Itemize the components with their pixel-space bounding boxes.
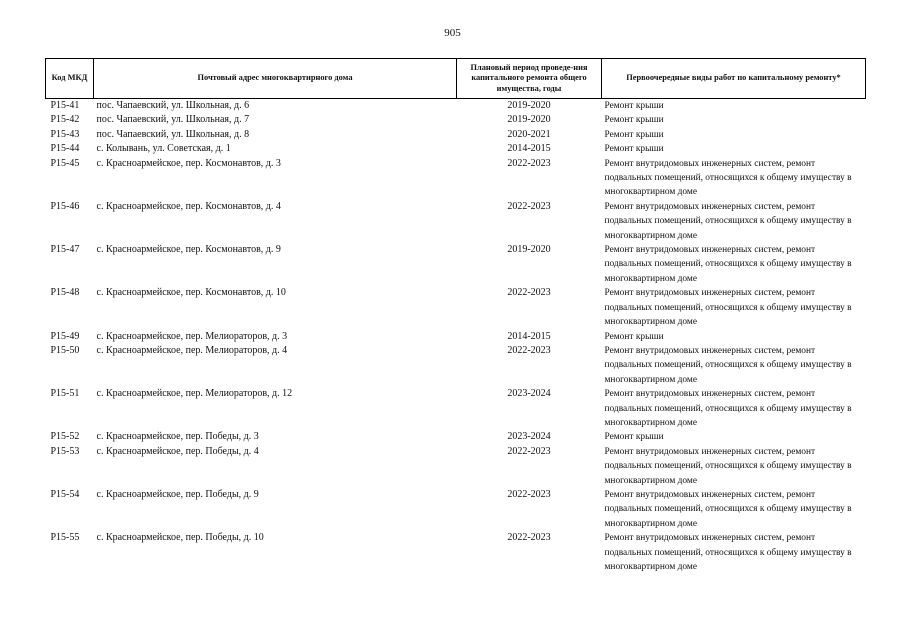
cell-works: Ремонт внутридомовых инженерных систем, ремонт подвальных помещений, относящихся к общему имуществу в многоквартирном доме [604, 389, 852, 428]
cell-period: 2014-2015 [507, 143, 551, 155]
cell-period: 2022-2023 [507, 488, 551, 500]
cell-works: Ремонт внутридомовых инженерных систем, ремонт подвальных помещений, относящихся к общему имуществу в многоквартирном доме [604, 345, 852, 385]
header-period: Плановый период проведе-ния капитального ремонта общего имущества, годы [457, 59, 602, 99]
cell-works: Ремонт крыши [604, 115, 664, 126]
table-row [46, 330, 866, 344]
cell-code: Р15-48 [50, 287, 80, 299]
cell-address: пос. Чапаевский, ул. Школьная, д. 7 [96, 114, 250, 126]
cell-period: 2023-2024 [507, 388, 551, 400]
header-row [46, 59, 866, 99]
cell-address: с. Красноармейское, пер. Космонавтов, д. 3 [96, 157, 281, 169]
cell-address: с. Красноармейское, пер. Победы, д. 9 [96, 488, 259, 500]
cell-code: Р15-51 [50, 388, 80, 400]
cell-works: Ремонт внутридомовых инженерных систем, ремонт подвальных помещений, относящихся к общему имуществу в многоквартирном доме [604, 245, 852, 284]
table-row [46, 243, 866, 286]
cell-code: Р15-41 [50, 100, 80, 111]
cell-code: Р15-42 [50, 114, 80, 126]
cell-address: с. Красноармейское, пер. Победы, д. 10 [96, 532, 264, 544]
cell-address: пос. Чапаевский, ул. Школьная, д. 8 [96, 128, 250, 140]
cell-code: Р15-49 [50, 330, 80, 342]
cell-code: Р15-45 [50, 157, 80, 169]
housing-register-table [45, 58, 865, 574]
cell-period: 2022-2023 [507, 445, 551, 457]
cell-period: 2020-2021 [507, 128, 551, 140]
cell-period: 2022-2023 [507, 200, 551, 212]
table-body [46, 99, 866, 575]
cell-code: Р15-54 [50, 488, 80, 500]
register-table [45, 58, 866, 574]
table-row [46, 286, 866, 329]
cell-period: 2023-2024 [507, 431, 551, 443]
table-row [46, 128, 866, 142]
cell-address: с. Красноармейское, пер. Победы, д. 4 [96, 445, 259, 457]
cell-code: Р15-46 [50, 200, 80, 212]
cell-address: с. Колывань, ул. Советская, д. 1 [96, 143, 231, 155]
table-row [46, 113, 866, 127]
cell-works: Ремонт крыши [604, 129, 664, 140]
header-address: Почтовый адрес многоквартирного дома [94, 59, 457, 99]
cell-address: с. Красноармейское, пер. Мелиораторов, д. 12 [96, 388, 293, 400]
cell-address: с. Красноармейское, пер. Космонавтов, д. 9 [96, 244, 281, 256]
cell-period: 2022-2023 [507, 344, 551, 356]
page-number: 905 [444, 27, 461, 39]
table-header [46, 59, 866, 99]
table-row [46, 200, 866, 243]
cell-works: Ремонт внутридомовых инженерных систем, ремонт подвальных помещений, относящихся к общему имуществу в многоквартирном доме [604, 533, 852, 572]
table-row [46, 142, 866, 156]
table-row [46, 531, 866, 574]
cell-works: Ремонт внутридомовых инженерных систем, ремонт подвальных помещений, относящихся к общему имуществу в многоквартирном доме [604, 446, 852, 486]
cell-works: Ремонт крыши [604, 331, 664, 342]
cell-address: с. Красноармейское, пер. Победы, д. 3 [96, 431, 259, 443]
cell-works: Ремонт внутридомовых инженерных систем, ремонт подвальных помещений, относящихся к общему имуществу в многоквартирном доме [604, 489, 852, 529]
table-row [46, 430, 866, 444]
cell-period: 2019-2020 [507, 244, 551, 256]
table-row [46, 99, 866, 114]
cell-period: 2022-2023 [507, 287, 551, 299]
cell-code: Р15-50 [50, 344, 80, 356]
cell-period: 2022-2023 [507, 532, 551, 544]
cell-code: Р15-47 [50, 244, 80, 256]
table-row [46, 488, 866, 531]
cell-period: 2014-2015 [507, 330, 551, 342]
cell-works: Ремонт крыши [604, 101, 664, 111]
cell-works: Ремонт крыши [604, 144, 664, 155]
cell-address: с. Красноармейское, пер. Космонавтов, д. 4 [96, 200, 281, 212]
cell-period: 2019-2020 [507, 100, 551, 111]
cell-code: Р15-52 [50, 431, 80, 443]
header-works: Первоочередные виды работ по капитальному ремонту* [602, 59, 866, 99]
cell-code: Р15-53 [50, 445, 80, 457]
cell-code: Р15-43 [50, 128, 80, 140]
table-row [46, 157, 866, 200]
cell-works: Ремонт внутридомовых инженерных систем, ремонт подвальных помещений, относящихся к общему имуществу в многоквартирном доме [604, 158, 852, 198]
cell-address: с. Красноармейское, пер. Космонавтов, д. 10 [96, 287, 286, 299]
table-row [46, 344, 866, 387]
table-row [46, 445, 866, 488]
cell-works: Ремонт крыши [604, 432, 664, 443]
header-code: Код МКД [46, 59, 94, 99]
cell-address: с. Красноармейское, пер. Мелиораторов, д. 3 [96, 330, 288, 342]
cell-address: с. Красноармейское, пер. Мелиораторов, д. 4 [96, 344, 288, 356]
cell-code: Р15-55 [50, 532, 80, 544]
cell-works: Ремонт внутридомовых инженерных систем, ремонт подвальных помещений, относящихся к общему имуществу в многоквартирном доме [604, 288, 852, 328]
table-row [46, 387, 866, 430]
cell-code: Р15-44 [50, 143, 80, 155]
cell-address: пос. Чапаевский, ул. Школьная, д. 6 [96, 100, 250, 111]
cell-period: 2019-2020 [507, 114, 551, 126]
cell-period: 2022-2023 [507, 157, 551, 169]
cell-works: Ремонт внутридомовых инженерных систем, ремонт подвальных помещений, относящихся к общему имуществу в многоквартирном доме [604, 201, 852, 241]
